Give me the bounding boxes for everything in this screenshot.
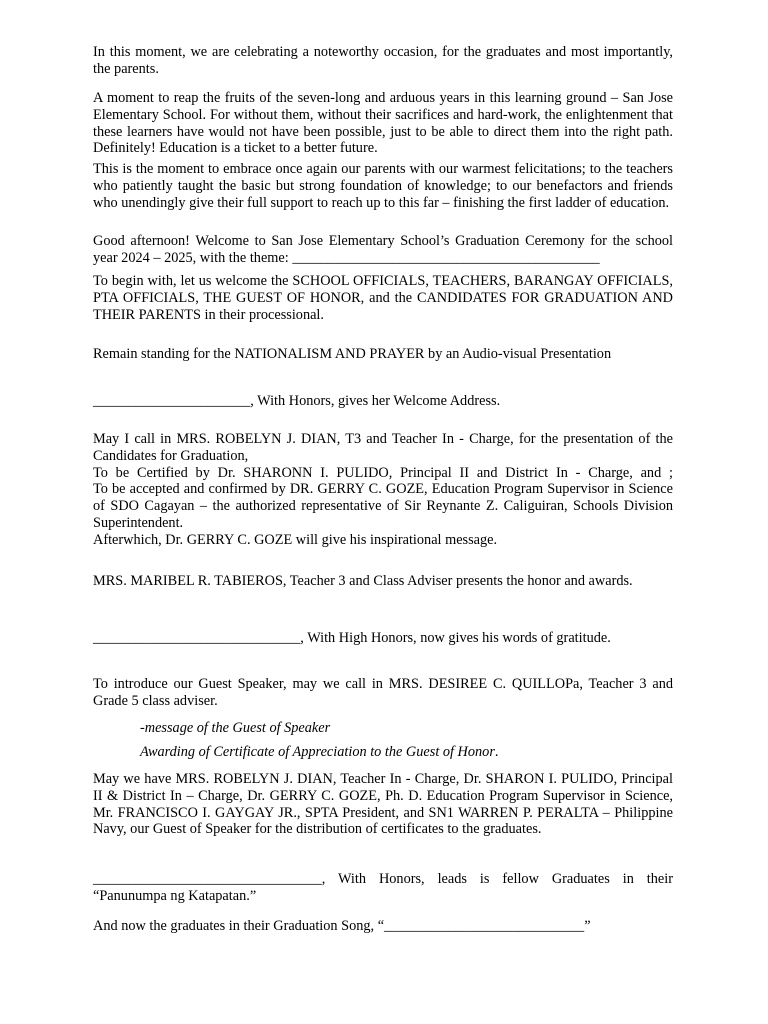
paragraph-graduation-song: And now the graduates in their Graduation Song, “____________________________”	[93, 918, 591, 934]
paragraph-panunumpa: ________________________________, With Honors, leads is fellow Graduates in their “Panunumpa ng Katapatan.”	[93, 871, 673, 904]
paragraph-candidates	[93, 431, 673, 549]
confirmation-line: To be accepted and confirmed by DR. GERRY C. GOZE, Education Program Supervisor in Science of SDO Cagayan – the authorized representative of Sir Reynante Z. Caliguiran, Schools Division Superintendent.	[93, 481, 673, 531]
certificate-awarding-period: .	[494, 744, 499, 760]
paragraph-honor-awards: MRS. MARIBEL R. TABIEROS, Teacher 3 and Class Adviser presents the honor and awards.	[93, 573, 633, 589]
paragraph-processional: To begin with, let us welcome the SCHOOL OFFICIALS, TEACHERS, BARANGAY OFFICIALS, PTA OFFICIALS, THE GUEST OF HONOR, and the CANDIDATES FOR GRADUATION AND THEIR PARENTS in their processional.	[93, 273, 673, 323]
certificate-awarding-item	[140, 744, 680, 761]
paragraph-fruits: A moment to reap the fruits of the seven-long and arduous years in this learning ground – San Jose Elementary School. For without them, without their sacrifices and hard-work, the enlightenment that these learners have would not have been possible, just to be able to direct them into the right path. Definitely! Education is a ticket to a better future.	[93, 90, 673, 157]
paragraph-gratitude: _____________________________, With High Honors, now gives his words of gratitude.	[93, 630, 611, 646]
inspirational-message-line: Afterwhich, Dr. GERRY C. GOZE will give his inspirational message.	[93, 531, 498, 548]
certification-line: To be Certified by Dr. SHARONN I. PULIDO, Principal II and District In - Charge, and ;	[93, 464, 673, 481]
paragraph-certificate-distribution: May we have MRS. ROBELYN J. DIAN, Teacher In - Charge, Dr. SHARON I. PULIDO, Principal II & District In – Charge, Dr. GERRY C. GOZE, Ph. D. Education Program Supervisor in Science, Mr. FRANCISCO I. GAYGAY JR., SPTA President, and SN1 WARREN P. PERALTA – Philippine Navy, our Guest of Speaker for the distribution of certificates to the graduates.	[93, 771, 673, 838]
certificate-awarding-text: Awarding of Certificate of Appreciation to the Guest of Honor	[140, 744, 495, 760]
candidates-presentation-line: May I call in MRS. ROBELYN J. DIAN, T3 and Teacher In - Charge, for the presentation of the Candidates for Graduation,	[93, 431, 673, 464]
opening-paragraph: In this moment, we are celebrating a noteworthy occasion, for the graduates and most importantly, the parents.	[93, 44, 673, 77]
paragraph-welcome-address: ______________________, With Honors, gives her Welcome Address.	[93, 393, 501, 409]
paragraph-welcome: Good afternoon! Welcome to San Jose Elementary School’s Graduation Ceremony for the school year 2024 – 2025, with the theme: ___________________________________________	[93, 233, 673, 266]
paragraph-guest-speaker-intro: To introduce our Guest Speaker, may we call in MRS. DESIREE C. QUILLOPa, Teacher 3 and Grade 5 class adviser.	[93, 676, 673, 709]
guest-speaker-message-item: -message of the Guest of Speaker	[140, 720, 331, 736]
paragraph-felicitations: This is the moment to embrace once again our parents with our warmest felicitations; to the teachers who patiently taught the basic but strong foundation of knowledge; to our benefactors and friends who unendingly give their full support to reach up to this far – finishing the first ladder of education.	[93, 161, 673, 211]
paragraph-nationalism-prayer: Remain standing for the NATIONALISM AND PRAYER by an Audio-visual Presentation	[93, 346, 612, 362]
